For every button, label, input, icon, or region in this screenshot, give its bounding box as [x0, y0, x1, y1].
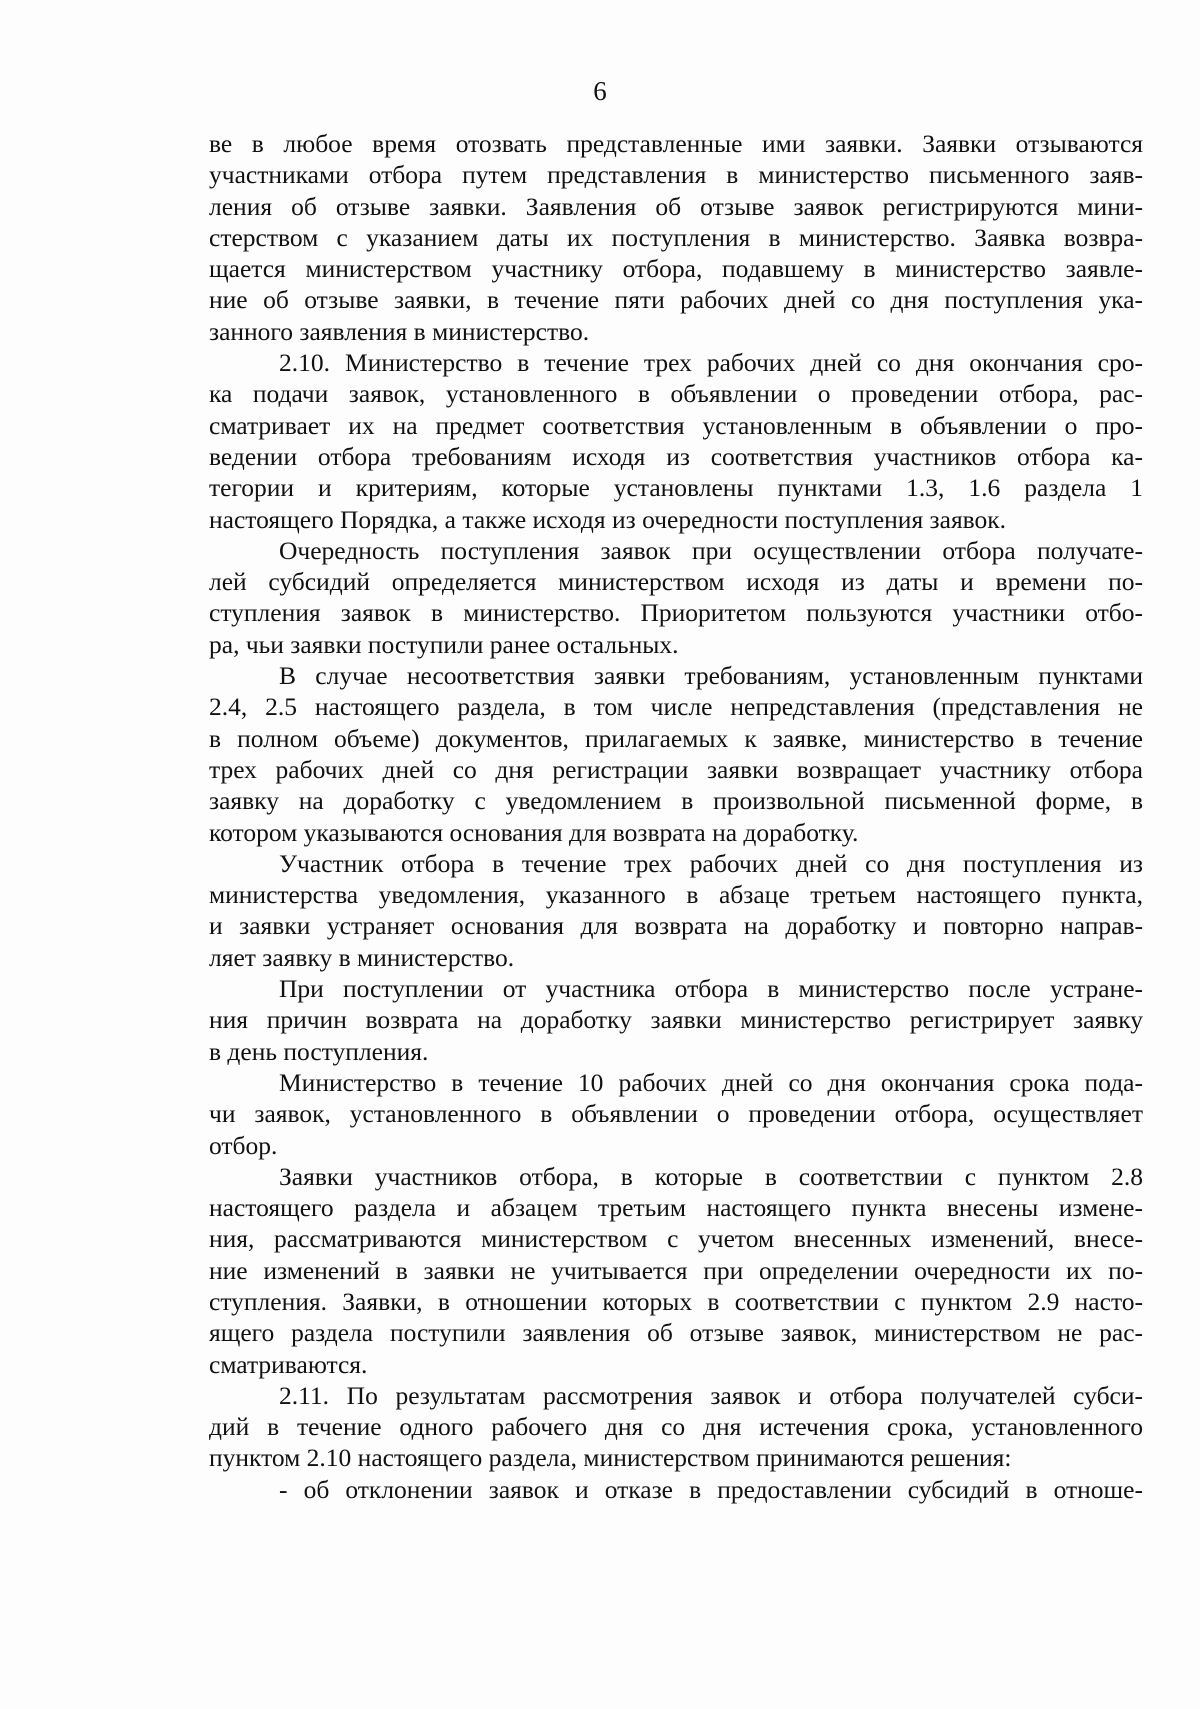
text-line: пунктом 2.10 настоящего раздела, министерством принимаются решения:: [209, 1443, 1012, 1473]
text-line: Очередность поступления заявок при осуществлении отбора получате-: [279, 535, 1143, 565]
text-line: в полном объеме) документов, прилагаемых к заявке, министерство в течение: [209, 723, 1143, 753]
text-line: ние изменений в заявки не учитывается при определении очередности их по-: [209, 1255, 1143, 1285]
text-line: ние об отзыве заявки, в течение пяти рабочих дней со дня поступления ука-: [209, 285, 1143, 315]
text-line: щается министерством участнику отбора, подавшему в министерство заявле-: [209, 254, 1143, 284]
document-body: [209, 128, 1143, 1505]
text-line: ступления заявок в министерство. Приоритетом пользуются участники отбо-: [209, 598, 1143, 628]
text-line: 2.11. По результатам рассмотрения заявок и отбора получателей субси-: [279, 1380, 1143, 1410]
text-line: ящего раздела поступили заявления об отзыве заявок, министерством не рас-: [209, 1318, 1143, 1348]
text-line: настоящего Порядка, а также исходя из очередности поступления заявок.: [209, 504, 1007, 534]
text-line: стерством с указанием даты их поступления в министерство. Заявка возвра-: [209, 222, 1143, 252]
text-line: заявку на доработку с уведомлением в произвольной письменной форме, в: [209, 786, 1143, 816]
text-line: дий в течение одного рабочего дня со дня истечения срока, установленного: [209, 1412, 1143, 1442]
text-line: В случае несоответствия заявки требованиям, установленным пунктами: [279, 661, 1143, 691]
text-line: При поступлении от участника отбора в министерство после устране-: [279, 974, 1143, 1004]
text-line: Заявки участников отбора, в которые в соответствии с пунктом 2.8: [279, 1161, 1143, 1191]
text-line: ния, рассматриваются министерством с учетом внесенных изменений, внесе-: [209, 1224, 1143, 1254]
text-line: сматривает их на предмет соответствия установленным в объявлении о про-: [209, 410, 1143, 440]
text-line: сматриваются.: [209, 1349, 368, 1379]
text-line: отбор.: [209, 1130, 278, 1160]
text-line: лей субсидий определяется министерством исходя из даты и времени по-: [209, 567, 1143, 597]
text-line: трех рабочих дней со дня регистрации заявки возвращает участнику отбора: [209, 754, 1143, 784]
text-line: котором указываются основания для возврата на доработку.: [209, 817, 859, 847]
text-line: ления об отзыве заявки. Заявления об отзыве заявок регистрируются мини-: [209, 191, 1143, 221]
text-line: 2.4, 2.5 настоящего раздела, в том числе непредставления (представления не: [209, 692, 1143, 722]
text-line: ния причин возврата на доработку заявки министерство регистрирует заявку: [209, 1005, 1143, 1035]
text-line: настоящего раздела и абзацем третьим настоящего пункта внесены измене-: [209, 1193, 1143, 1223]
text-line: - об отклонении заявок и отказе в предоставлении субсидий в отноше-: [279, 1474, 1143, 1504]
text-line: и заявки устраняет основания для возврата на доработку и повторно направ-: [209, 911, 1143, 941]
text-line: ступления. Заявки, в отношении которых в соответствии с пунктом 2.9 насто-: [209, 1286, 1143, 1316]
text-line: 2.10. Министерство в течение трех рабочих дней со дня окончания сро-: [279, 348, 1143, 378]
text-line: участниками отбора путем представления в министерство письменного заяв-: [209, 160, 1143, 190]
text-line: Министерство в течение 10 рабочих дней со дня окончания срока пода-: [279, 1067, 1143, 1097]
text-line: министерства уведомления, указанного в абзаце третьем настоящего пункта,: [209, 880, 1143, 910]
text-line: тегории и критериям, которые установлены пунктами 1.3, 1.6 раздела 1: [209, 473, 1143, 503]
page-number: 6: [593, 76, 607, 106]
text-line: в день поступления.: [209, 1036, 429, 1066]
text-line: ведении отбора требованиям исходя из соответствия участников отбора ка-: [209, 441, 1143, 471]
text-line: занного заявления в министерство.: [209, 316, 590, 346]
text-line: ляет заявку в министерство.: [209, 942, 515, 972]
text-line: чи заявок, установленного в объявлении о проведении отбора, осуществляет: [209, 1099, 1143, 1129]
text-line: ра, чьи заявки поступили ранее остальных.: [209, 629, 679, 659]
text-line: ка подачи заявок, установленного в объявлении о проведении отбора, рас-: [209, 379, 1143, 409]
text-line: ве в любое время отозвать представленные ими заявки. Заявки отзываются: [209, 129, 1143, 158]
text-line: Участник отбора в течение трех рабочих дней со дня поступления из: [279, 848, 1143, 878]
